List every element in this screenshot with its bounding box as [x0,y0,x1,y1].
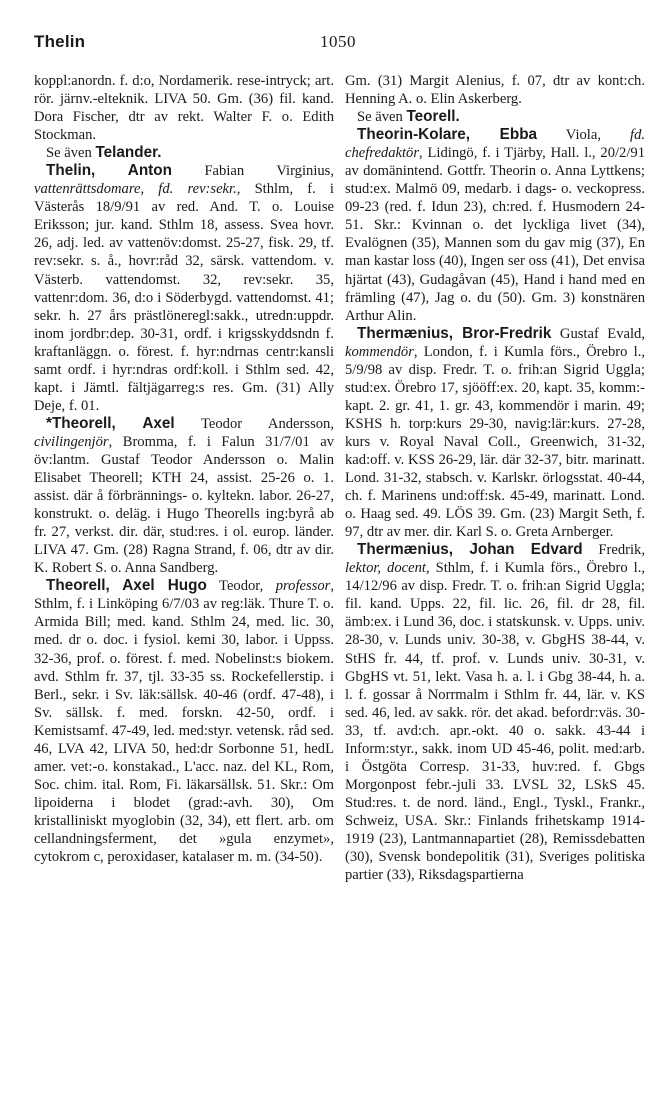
entry-body: , Sthlm, f. i Västerås 18/9/91 av red. And. T. o. Louise Eriksson; jur. kand. Sthlm 18, assess. Svea hovr. 26, adj. led. av vattenöv:domst. 25-27, fisk. 29, tf. rev:sekr. s. å., hovr:råd 32, särsk. vattendom. v. Västerb. vattendomst. 32, rev:sekr. 35, vattenr:dom. 36, d:o i Söderbygd. vattendomst. 41; sekr. h. 27 års prästlöneregl:sakk., utredn:uppdr. inom jordbr:dep. 30-31, ordf. i krigsskyddsndn f. kraftanläggn. o. förest. f. hyr:ndrnas centr:kansli samt ordf. i hyr:ndras ordf:koll. i Sthlm sed. 42, kapt. i Jämtl. fältjägarreg:s res. Gm. (31) Ally Deje, f. 01. [34,181,334,414]
left-column [34,72,334,866]
entry-theorell-hugo [34,577,334,866]
entry-body: , Bromma, f. i Falun 31/7/01 av öv:lantm. Gustaf Teodor Andersson o. Malin Elisabet Theorell; KTH 24, assist. 25-26 o. 1. assist. där å förbrännings- o. kyltekn. labor. 26-27, konstrukt. o. deläg. i Hugo Theorells ing:byrå ab fr. 27, verkst. dir. där, stud:res. i ol. europ. länder. LIVA 47. Gm. (28) Ragna Strand, f. 06, dtr av dir. K. Robert S. o. Anna Sandberg. [34,433,334,577]
entry-body: , Sthlm, f. i Kumla förs., Örebro l., 14/12/96 av disp. Fredr. T. o. frih:an Sigrid Uggla; fil. kand. Upps. 22, fil. lic. 26, fil. dr 28, fil. ämb:ex. i Lund 36, doc. i statskunsk. v. Upps. univ. 28-30, v. Lunds univ. 30-38, v. GbgHS 38-44, v. StHS fr. 44, tf. prof. v. Lunds univ. 30-31, v. GbgHS vt. 51, lekt. Vasa h. a. l. i Gbg 38-44, h. a. l. f. gossar å Norrmalm i Sthlm fr. 44, lär. v. KS sed. 46, led. av sakk. rör. det akad. befordr:väs. 30-33, tf. avd:ch. apr.-okt. 40 o. sakk. 43-44 i Inform:styr., sakk. inom UD 45-46, polit. med:arb. i Östgöta Corresp. 31-33, huv:red. f. Gbgs Morgonpost febr.-juli 33. LVSL 32, LSkS 45. Stud:res. t. de nord. länd., Engl., Tyskl., Frankr., Schweiz, USA. Skr.: Finlands frihetskamp 1914-1919 (23), Lantmannapartiet (28), Remissdebatten (30), Svensk bondepolitik (31), Sveriges politiska partier (33), Riksdagspartierna [345,560,646,884]
entry-name: *Theorell, Axel [46,414,175,432]
see-also-telander [34,144,334,162]
entry-given-names: Fabian Virginius, [204,163,334,180]
entry-title: lektor, docent [345,560,426,577]
entry-title: fd. chefredaktör [345,127,646,162]
see-also-name: Telander. [95,144,162,162]
page-header [34,32,642,56]
see-also-prefix: Se även [357,109,403,126]
continuation-text: Gm. (31) Margit Alenius, f. 07, dtr av kont:ch. Henning A. o. Elin Askerberg. [345,73,645,108]
entry-body: , London, f. i Kumla förs., Örebro l., 5/9/98 av disp. Fredr. T. o. frih:an Sigrid Uggla; stud:ex. Örebro 17, sjööff:ex. 20, kapt. 35, komm:-kapt. 2. gr. 41, 1. gr. 43, kommendör i marin. 49; KSHS h. torp:kurs 29-30, navig:lär:kurs. 27-28, kurs v. Royal Naval Coll., Greenwich, 31-32, kad:off. v. KSS 26-29, lär. där 32-37, bitr. marinatt. Lond. 31-32, stabsch. v. Karlskr. örlogsstat. 40-44, ch. f. Marinens und:off:sk. 45-49, marinatt. Lond. o. Haag sed. 49. LÖS 39. Gm. (23) Margit Seth, f. 97, dtr av mer. dir. Karl S. o. Greta Arnberger. [345,343,645,541]
entry-title: vattenrättsdomare, fd. rev:sekr. [34,181,237,198]
entry-name: Thermænius, Bror-Fredrik [357,324,552,342]
right-column [345,72,645,884]
entry-given-names: Teodor Andersson, [201,415,334,432]
entry-title: kommendör [345,343,414,360]
see-also-teorell [345,108,645,126]
page-number: 1050 [320,32,356,51]
see-also-prefix: Se även [46,145,92,162]
entry-thermaenius-bror-fredrik [345,325,645,542]
entry-given-names: Teodor, [219,578,264,595]
entry-name: Theorin-Kolare, Ebba [357,126,538,144]
entry-given-names: Viola, [565,127,601,144]
entry-theorell-axel [34,415,334,577]
entry-title: civilingenjör [34,433,109,450]
entry-name: Thermænius, Johan Edvard [357,541,583,559]
entry-title: professor [275,578,331,595]
entry-theorin-kolare-ebba [345,126,645,325]
entry-thermaenius-edvard [345,541,645,884]
see-also-name: Teorell. [406,108,460,126]
running-head-word: Thelin [34,32,86,51]
entry-body: , Sthlm, f. i Linköping 6/7/03 av reg:läk. Thure T. o. Armida Bill; med. kand. Sthlm 24, med. lic. 30, med. dr o. doc. i fysiol. kemi 30, labor. i Uppss. 32-36, prof. o. förest. f. med. Nobelinst:s biokem. avd. Sthlm fr. 37, tjl. 33-35 ss. Rockefellerstip. i Berl., sekr. i Sv. läk:sällsk. 40-46 (ordf. 47-48), i Sv. sällsk. f. med. forskn. 42-50, ordf. i Kemistsamf. 47-49, led. med:styr. vetensk. råd sed. 46, LVA 42, LIVA 50, hed:dr Sorbonne 51, hedL amer. vet:-o. konstakad., L'acc. naz. del KL, Rom, Soc. chim. ital. Rom, Fi. läkarsällsk. 51. Skr.: Om lipoiderna i blodet (grad:-avh. 30), Om kristalliniskt myoglobin (32, 34), ett flert. arb. om cellandningsferment, det »gula enzymet», cytokrom c, peroxidaser, katalaser m. m. (34-50). [34,578,335,866]
entry-name: Theorell, Axel Hugo [46,577,207,595]
entry-thelin-anton [34,162,334,415]
entry-name: Thelin, Anton [46,162,172,180]
continuation-text: koppl:anordn. f. d:o, Nordamerik. rese-intryck; art. rör. järnv.-elteknik. LIVA 50. Gm. (36) fil. kand. Dora Fischer, dtr av rekt. Walter F. o. Edith Stockman. [34,73,334,144]
entry-body: , Lidingö, f. i Tjärby, Hall. l., 20/2/91 av domänintend. Gottfr. Theorin o. Anna Lyttkens; stud:ex. Malmö 09, medarb. i dags- o. veckopress. 09-23 (red. f. Idun 23), ch:red. f. Husmodern 24-51. Skr.: Kvinnan o. det lyckliga livet (34), Evalögnen (35), Mannen som du gav mig (37), En man kastar loss (40), Ingen ser oss (41), Det envisa hjärtat (43), Gudagåvan (45), Hand i hand med en främling (47), Jag o. du (50). Gm. 3) konstnären Arthur Alin. [345,145,645,324]
entry-given-names: Gustaf Evald, [559,325,645,342]
entry-given-names: Fredrik, [598,542,646,559]
